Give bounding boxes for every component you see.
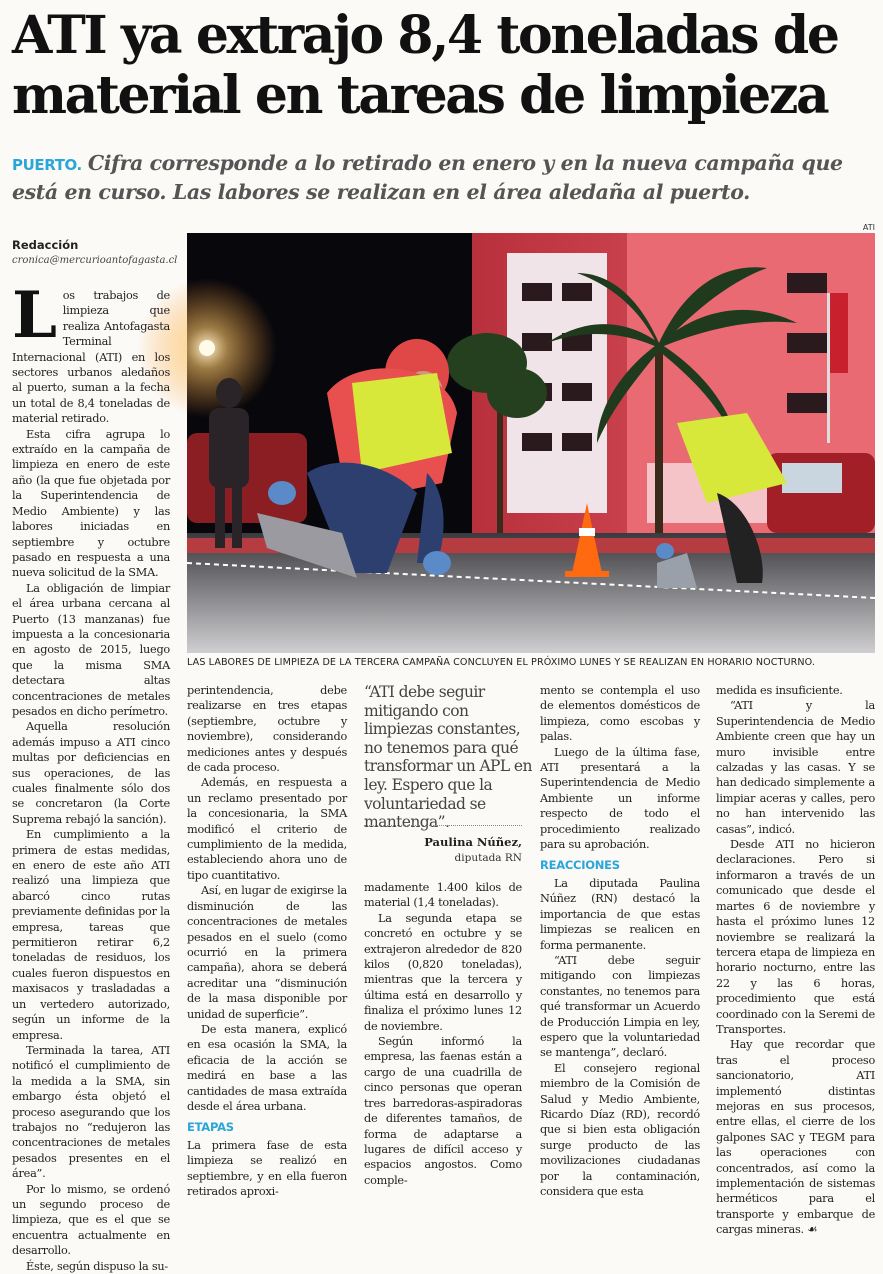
photo-credit: ATI (862, 223, 875, 232)
end-mark-icon: ☙ (807, 1223, 818, 1237)
paragraph: mento se contempla el uso de elementos domésticos de limpieza, como escobas y palas. (540, 684, 700, 744)
quote-attribution (364, 835, 522, 864)
night-street-cleaning-illustration (187, 233, 875, 653)
paragraph: La diputada Paulina Núñez (RN) destacó la importancia de que estas limpiezas se realicen en forma permanente. (540, 876, 700, 952)
paragraph (716, 1037, 875, 1237)
paragraph: “ATI debe seguir mitigando con limpiezas constantes, no tenemos para qué transformar un Acuerdo de Producción Limpia en ley, espero que la voluntariedad se mantenga”, declaró. (540, 953, 700, 1060)
paragraph: El consejero regional miembro de la Comisión de Salud y Medio Ambiente, Ricardo Díaz (RD), recordó que si bien esta obligación surge producto de las movilizaciones ciudadanas por la contaminación, considera que esta (540, 1061, 700, 1198)
paragraph: En cumplimiento a la primera de estas medidas, en enero de este año ATI realizó una limpieza que abarcó cinco rutas previamente definidas por la empresa, tareas que permitieron retirar 6,2 toneladas de residuos, los cuales fueron dispuestos en maxisacos y trasladadas a un vertedero autorizado, según un informe de la empresa. (12, 828, 170, 1042)
paragraph: perintendencia, debe realizarse en tres etapas (septiembre, octubre y noviembre), considerando mediciones antes y después de cada proceso. (187, 684, 347, 775)
byline (12, 238, 182, 266)
paragraph: Aquella resolución además impuso a ATI cinco multas por deficiencias en sus operaciones, de las cuales finalmente sólo dos se concretaron (la Corte Suprema rebajó la sanción). (12, 720, 170, 826)
paragraph: La primera fase de esta limpieza se realizó en septiembre, y en ella fueron retirados aproxi- (187, 1138, 347, 1198)
section-heading-etapas: ETAPAS (187, 1120, 234, 1135)
paragraph: Terminada la tarea, ATI notificó el cumplimiento de la medida a la SMA, sin embargo ésta objetó el proceso asegurando que los trabajos no “redujeron las concentraciones de metales pesados presentes en el área”. (12, 1043, 170, 1181)
intro-text: os trabajos de limpieza que realiza Antofagasta Terminal Internacional (ATI) en los sectores urbanos aledaños al puerto, suman a la fecha un total de 8,4 toneladas de material retirado. (12, 289, 170, 426)
paragraph: Además, en respuesta a un reclamo presentado por la concesionaria, la SMA modificó el criterio de cumplimiento de la medida, estableciendo ahora uno de tipo cuantitativo. (187, 776, 347, 882)
kicker: PUERTO. (12, 156, 82, 174)
section-heading-reacciones: REACCIONES (540, 858, 620, 873)
byline-name: Redacción (12, 238, 79, 252)
paragraph: De esta manera, explicó en esa ocasión la SMA, la eficacia de la acción se medirá en base a las cantidades de masa extraída desde el área urbana. (187, 1022, 347, 1113)
article-photo (187, 233, 875, 653)
paragraph: madamente 1.400 kilos de material (1,4 toneladas). (364, 881, 522, 910)
byline-email: cronica@mercurioantofagasta.cl (12, 255, 178, 266)
column-1 (12, 278, 170, 1274)
paragraph: medida es insuficiente. (716, 684, 843, 697)
paragraph-text: Hay que recordar que tras el proceso sancionatorio, ATI implementó distintas mejoras en sus procesos, entre ellas, el cierre de los galpones SAC y TEGM para las operaciones con concentrados, así como la implementación de sistemas herméticos para el transporte y embarque de cargas mineras. (716, 1038, 875, 1237)
divider (364, 825, 522, 826)
column-3 (364, 880, 522, 1188)
paragraph: Éste, según dispuso la su- (26, 1259, 168, 1273)
paragraph: La obligación de limpiar el área urbana cercana al Puerto (13 manzanas) fue impuesta a la concesionaria en agosto de 2015, luego que la misma SMA detectara altas concentraciones de metales pesados en dicho perímetro. (12, 581, 170, 718)
column-5 (716, 683, 875, 1238)
paragraph: Esta cifra agrupa lo extraído en la campaña de limpieza en enero de este año (la que fue objetada por la Superintendencia de Medio Ambiente) y las labores iniciadas en septiembre y octubre pasado en respuesta a una nueva solicitud de la SMA. (12, 427, 170, 580)
photo-caption: LAS LABORES DE LIMPIEZA DE LA TERCERA CAMPAÑA CONCLUYEN EL PRÓXIMO LUNES Y SE REALIZAN EN HORARIO NOCTURNO. (187, 657, 816, 668)
paragraph: Desde ATI no hicieron declaraciones. Pero si informaron a través de un comunicado que desde el martes 6 de noviembre y hasta el próximo lunes 12 noviembre se realizará la tercera etapa de limpieza en horario nocturno, entre las 22 y las 6 horas, procedimiento que está coordinado con la Seremi de Transportes. (716, 838, 875, 1036)
quote-role: diputada RN (454, 852, 522, 864)
paragraph: “ATI y la Superintendencia de Medio Ambiente creen que hay un muro invisible entre calzadas y las casas. Y se han dedicado simplemente a limpiar aceras y calles, pero no han intervenido las casas”, indicó. (716, 699, 875, 836)
deck (12, 150, 872, 206)
quote-author: Paulina Núñez, (424, 835, 522, 849)
paragraph: Por lo mismo, se ordenó un segundo proceso de limpieza, que es el que se encuentra actualmente en desarrollo. (12, 1182, 170, 1258)
intro-paragraph (12, 278, 170, 427)
paragraph: Según informó la empresa, las faenas están a cargo de una cuadrilla de cinco personas que operan tres barredoras-aspiradoras de diferentes tamaños, de forma de adaptarse a lugares de difícil acceso y espacios angostos. Como comple- (364, 1035, 522, 1187)
dropcap: L (12, 278, 57, 353)
headline: ATI ya extrajo 8,4 toneladas de material en tareas de limpieza (12, 5, 838, 126)
column-2 (187, 683, 347, 1199)
paragraph: Luego de la última fase, ATI presentará a la Superintendencia de Medio Ambiente un informe respecto de todo el procedimiento realizado para su aprobación. (540, 745, 700, 852)
pull-quote: “ATI debe seguir mitigando con limpiezas constantes, no tenemos para qué transformar un APL en ley. Espero que la voluntariedad se mantenga”. (364, 683, 532, 832)
deck-text: Cifra corresponde a lo retirado en enero y en la nueva campaña que está en curso. Las labores se realizan en el área aledaña al puerto. (12, 151, 843, 204)
column-4 (540, 683, 700, 1199)
paragraph: La segunda etapa se concretó en octubre y se extrajeron alrededor de 820 kilos (0,820 toneladas), mientras que la tercera y última está en desarrollo y finaliza el próximo lunes 12 de noviembre. (364, 911, 522, 1033)
paragraph: Así, en lugar de exigirse la disminución de las concentraciones de metales pesados en el suelo (como ocurrió en la primera campaña), ahora se deberá acreditar una “disminución de la masa disponible por unidad de superficie”. (187, 884, 347, 1021)
